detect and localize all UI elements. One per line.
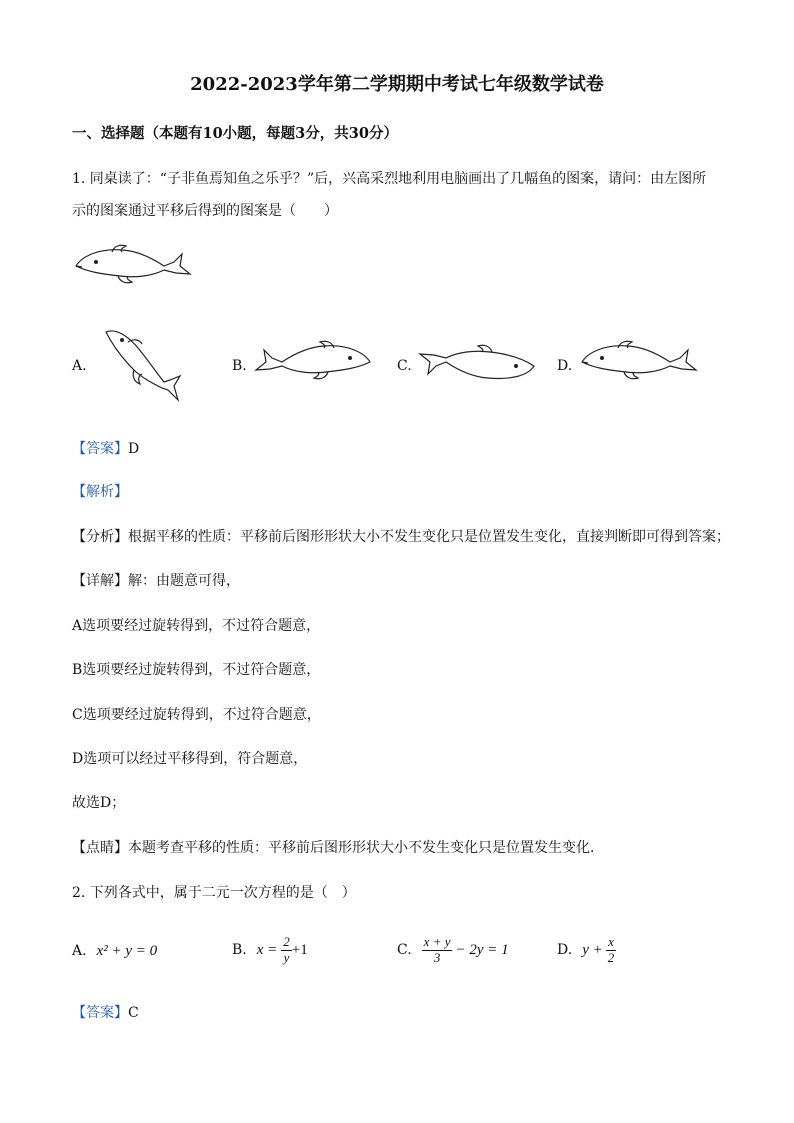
fraction-denominator: y [283, 949, 290, 965]
q2-option-c-fraction [422, 935, 453, 965]
answer-tag: 【答案】 [72, 1005, 128, 1021]
q2-option-a-expr: x² + y = 0 [96, 942, 158, 959]
q2-option-c-rest: − 2y = 1 [455, 941, 509, 958]
analysis-tag: 【解析】 [72, 484, 128, 500]
q1-analysis [72, 481, 128, 501]
q2-option-a [72, 936, 157, 966]
q1-option-d-label: D. [557, 358, 573, 374]
q2-option-d-label: D. [557, 942, 573, 958]
q2-option-b-rest: +1 [291, 941, 308, 958]
q1-option-c-label: C. [397, 358, 412, 374]
q1-option-b-label: B. [232, 358, 247, 374]
q1-conclusion: 故选D； [72, 795, 126, 811]
q1-stem-line1: 1. 同桌读了：“子非鱼焉知鱼之乐乎？”后，兴高采烈地利用电脑画出了几幅鱼的图案，请问：由左图所 [72, 171, 707, 187]
fraction-numerator: x + y [423, 934, 451, 950]
fraction-denominator: 2 [607, 949, 615, 965]
q2-option-d-fraction [606, 935, 617, 965]
q1-line-c: C选项要经过旋转得到，不过符合题意， [72, 707, 321, 723]
q1-option-a-label: A. [72, 358, 87, 374]
dolphin-icon [578, 336, 700, 386]
fenxi-tag: 【分析】 [72, 529, 128, 545]
dolphin-icon [98, 326, 186, 406]
q2-option-c [397, 930, 509, 970]
q2-option-b-fraction [281, 935, 292, 965]
fraction-numerator: x [606, 935, 617, 950]
fenxi-text: 根据平移的性质：平移前后图形形状大小不发生变化只是位置发生变化，直接判断即可得到答案； [128, 529, 730, 545]
dianjing-text: 本题考查平移的性质：平移前后图形形状大小不发生变化只是位置发生变化． [128, 840, 604, 856]
q1-stem-line2: 示的图案通过平移后得到的图案是（ ） [72, 203, 338, 219]
dolphin-icon [252, 336, 374, 386]
q2-option-a-label: A. [72, 943, 87, 959]
q1-line-a: A选项要经过旋转得到，不过符合题意， [72, 618, 321, 634]
dolphin-icon [72, 240, 194, 290]
q1-fenxi [72, 526, 730, 546]
page-title: 2022-2023学年第二学期期中考试七年级数学试卷 [190, 74, 604, 95]
q2-option-b-label: B. [232, 942, 247, 958]
q1-answer [72, 438, 139, 458]
q1-line-b: B选项要经过旋转得到，不过符合题意， [72, 662, 321, 678]
xiangjie-text: 解：由题意可得， [128, 573, 240, 589]
q2-option-d [557, 930, 616, 970]
answer-value: C [128, 1005, 139, 1021]
q2-option-d-lhs: y + [582, 941, 603, 958]
section-heading: 一、选择题（本题有10小题，每题3分，共30分） [72, 125, 398, 142]
q2-option-b-lhs: x = [256, 941, 278, 958]
q1-line-d: D选项可以经过平移得到，符合题意， [72, 751, 308, 767]
answer-tag: 【答案】 [72, 441, 128, 457]
answer-value: D [128, 441, 140, 457]
q2-option-c-label: C. [397, 942, 412, 958]
q1-dianjing [72, 837, 604, 857]
q2-answer [72, 1002, 139, 1022]
xiangjie-tag: 【详解】 [72, 573, 128, 589]
fraction-numerator: 2 [283, 934, 290, 950]
q2-stem: 2. 下列各式中，属于二元一次方程的是（ ） [72, 885, 356, 901]
dianjing-tag: 【点睛】 [72, 840, 128, 856]
fraction-denominator: 3 [433, 949, 441, 965]
q1-xiangjie [72, 570, 240, 590]
q2-option-b [232, 930, 308, 970]
dolphin-icon [416, 336, 538, 386]
